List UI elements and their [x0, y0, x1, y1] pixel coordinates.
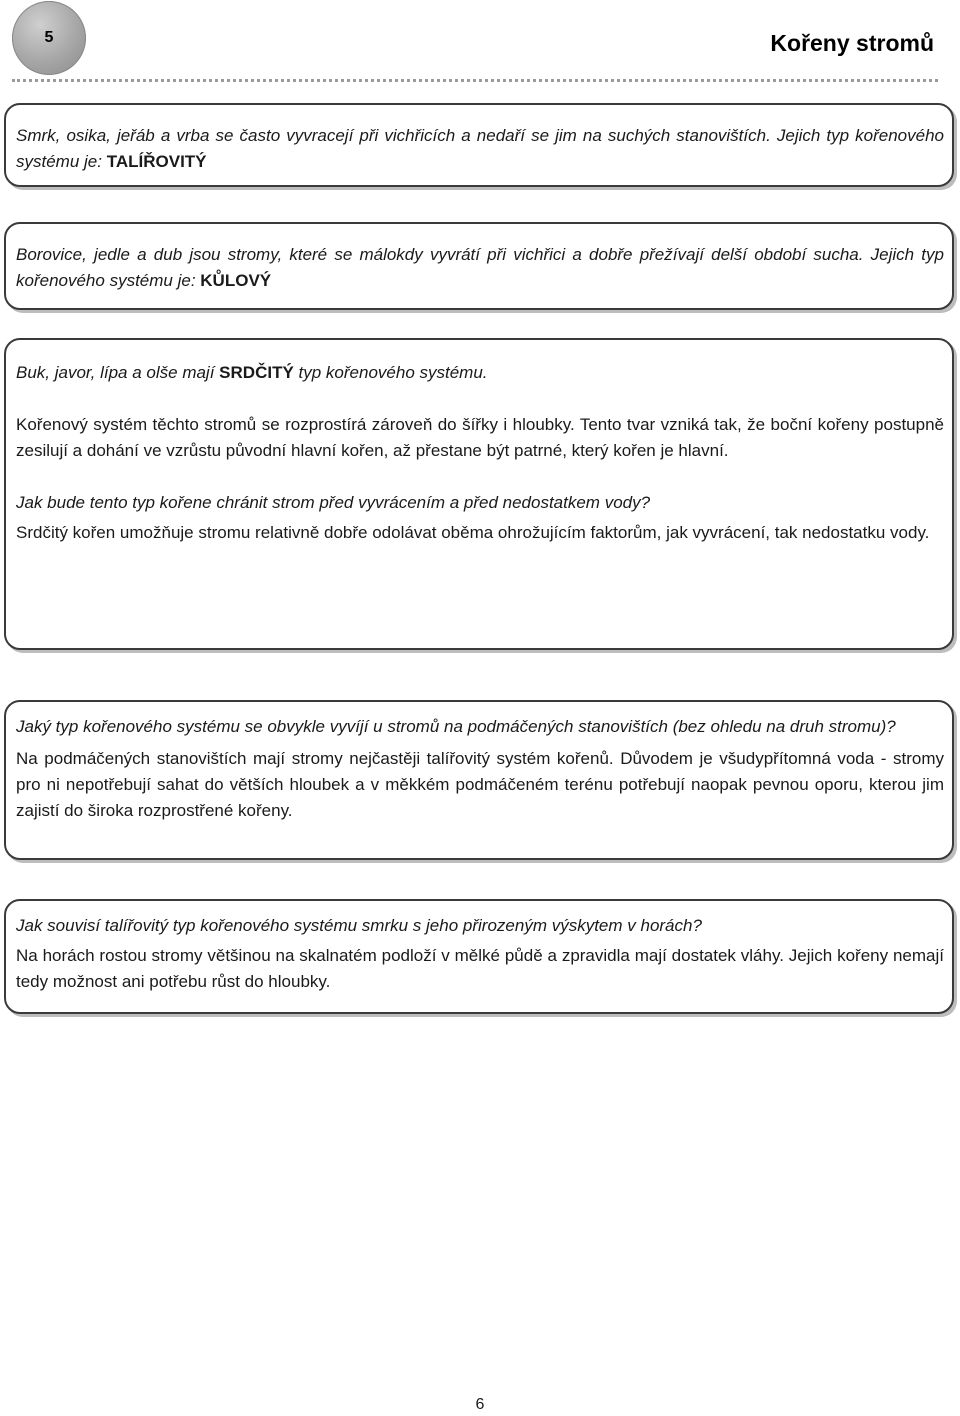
chapter-number-badge	[12, 1, 86, 75]
intro-before: Buk, javor, lípa a olše mají	[16, 363, 215, 382]
task-box-2	[4, 222, 954, 310]
answer-text: Na horách rostou stromy většinou na skalnatém podloží v mělké půdě a zpravidla mají dostatek vláhy. Jejich kořeny nemají tedy možnost ani potřebu růst do hloubky.	[16, 946, 944, 991]
intro-after: typ kořenového systému.	[298, 363, 488, 382]
page-title: Kořeny stromů	[770, 30, 934, 56]
intro-line	[16, 360, 944, 386]
task-answer: TALÍŘOVITÝ	[106, 152, 207, 171]
task-text	[16, 123, 944, 175]
question-text: Jak souvisí talířovitý typ kořenového systému smrku s jeho přirozeným výskytem v horách?	[16, 916, 702, 935]
info-paragraph: Kořenový systém těchto stromů se rozprostírá zároveň do šířky i hloubky. Tento tvar vzniká tak, že boční kořeny postupně zesilují a dohání ve vzrůstu původní hlavní kořen, až přestane být patrné, který kořen je hlavní.	[16, 415, 944, 460]
root-type-label: SRDČITÝ	[219, 363, 294, 382]
task-box-4	[4, 700, 954, 860]
page-number: 6	[475, 1396, 485, 1413]
task-statement: Borovice, jedle a dub jsou stromy, které se málokdy vyvrátí při vichřici a dobře přežívají delší období sucha. Jejich typ kořenového systému je:	[16, 245, 944, 290]
answer-text: Srdčitý kořen umožňuje stromu relativně dobře odolávat oběma ohrožujícím faktorům, jak vyvrácení, tak nedostatku vody.	[16, 523, 930, 542]
header-divider	[12, 79, 938, 82]
question-text: Jaký typ kořenového systému se obvykle vyvíjí u stromů na podmáčených stanovištích (bez ohledu na druh stromu)?	[16, 717, 896, 736]
task-answer: KŮLOVÝ	[200, 271, 272, 290]
task-statement: Smrk, osika, jeřáb a vrba se často vyvracejí při vichřicích a nedaří se jim na suchých stanovištích. Jejich typ kořenového systému je:	[16, 126, 944, 171]
task-box-1	[4, 103, 954, 187]
task-box-3	[4, 338, 954, 650]
task-text	[16, 242, 944, 294]
question-text: Jak bude tento typ kořene chránit strom před vyvrácením a před nedostatkem vody?	[16, 493, 651, 512]
answer-text: Na podmáčených stanovištích mají stromy nejčastěji talířovitý systém kořenů. Důvodem je všudypřítomná voda - stromy pro ni nepotřebují sahat do větších hloubek a v měkkém podmáčeném terénu potřebují naopak pevnou oporu, kterou jim zajistí do široka rozprostřené kořeny.	[16, 749, 944, 820]
task-box-5	[4, 899, 954, 1014]
chapter-number: 5	[44, 29, 54, 46]
